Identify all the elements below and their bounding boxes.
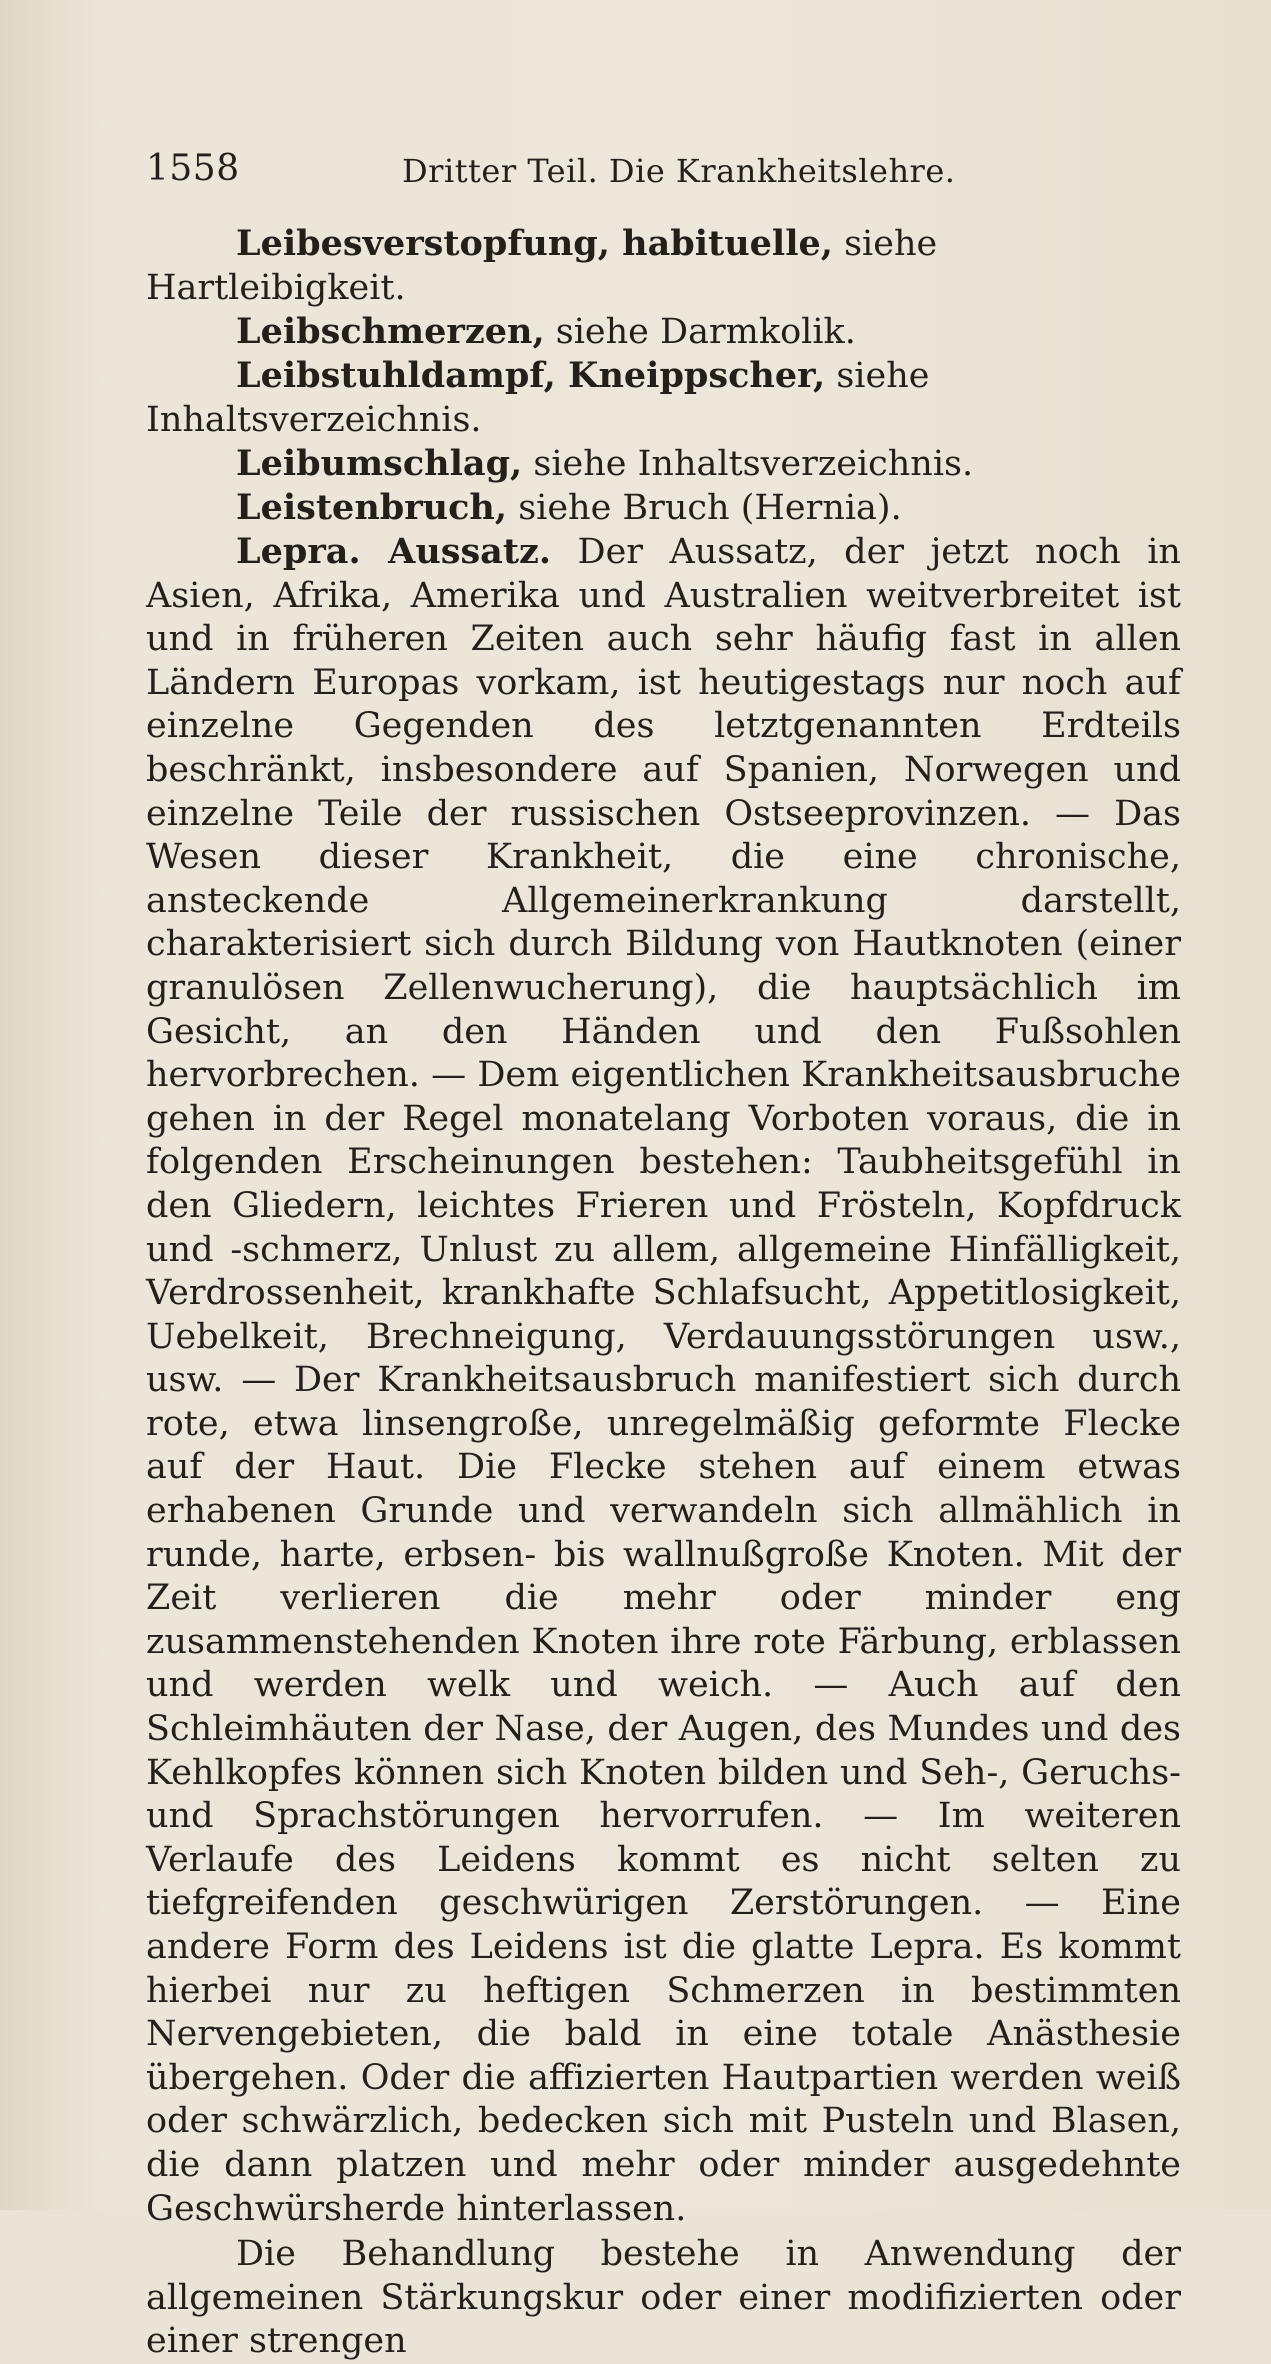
entry-headword: Lepra. Aussatz. [236,531,552,572]
entry-text: siehe Inhaltsverzeichnis. [522,444,974,484]
entry-leibesverstopfung [146,222,1181,310]
entry-text: siehe Bruch (Hernia). [507,488,902,528]
entry-text: siehe Darmkolik. [544,312,856,352]
running-title: Dritter Teil. Die Krankheitslehre. [402,152,956,190]
entry-body-text: Der Aussatz, der jetzt noch in Asien, Afrika, Amerika und Australien weitverbreitet ist und in früheren Zeiten auch sehr häufig fast in allen Ländern Europas vorkam, ist heutigestags nur noch auf einzelne Gegenden des letztgenannten Erdteils beschränkt, insbesondere auf Spanien, Norwegen und einzelne Teile der russischen Ostseeprovinzen. — Das Wesen dieser Krankheit, die eine chronische, ansteckende Allgemeinerkrankung darstellt, charakterisiert sich durch Bildung von Hautknoten (einer granulösen Zellenwucherung), die hauptsächlich im Gesicht, an den Händen und den Fußsohlen hervorbrechen. — Dem eigentlichen Krankheitsausbruche gehen in der Regel monatelang Vorboten voraus, die in folgenden Erscheinungen bestehen: Taubheitsgefühl in den Gliedern, leichtes Frieren und Frösteln, Kopfdruck und -schmerz, Unlust zu allem, allgemeine Hinfälligkeit, Verdrossenheit, krankhafte Schlafsucht, Appetitlosigkeit, Uebelkeit, Brechneigung, Verdauungsstörungen usw., usw. — Der Krankheitsausbruch manifestiert sich durch rote, etwa linsengroße, unregelmäßig geformte Flecke auf der Haut. Die Flecke stehen auf einem etwas erhabenen Grunde und verwandeln sich allmählich in runde, harte, erbsen- bis wallnußgroße Knoten. Mit der Zeit verlieren die mehr oder minder eng zusammenstehenden Knoten ihre rote Färbung, erblassen und werden welk und weich. — Auch auf den Schleimhäuten der Nase, der Augen, des Mundes und des Kehlkopfes können sich Knoten bilden und Seh-, Geruchs- und Sprachstörungen hervorrufen. — Im weiteren Verlaufe des Leidens kommt es nicht selten zu tiefgreifenden geschwürigen Zerstörungen. — Eine andere Form des Leidens ist die glatte Lepra. Es kommt hierbei nur zu heftigen Schmerzen in bestimmten Nervengebieten, die bald in eine totale Anästhesie übergehen. Oder die affizierten Hautpartien werden weiß oder schwärzlich, bedecken sich mit Pusteln und Blasen, die dann platzen und mehr oder minder ausgedehnte Geschwürsherde hinterlassen. [146,532,1181,2229]
entry-leistenbruch [146,486,1181,530]
entry-leibumschlag [146,442,1181,486]
entry-leibstuhldampf [146,354,1181,442]
entry-lepra [146,530,1181,2231]
entry-headword: Leibschmerzen, [236,311,545,352]
dictionary-entries [146,222,1181,2364]
page-number: 1558 [146,148,240,189]
entry-text: siehe Hartleibigkeit. [146,224,938,308]
treatment-paragraph: Die Behandlung bestehe in Anwendung der allgemeinen Stärkungskur oder einer modifizierten oder einer strengen [146,2234,1181,2362]
entry-headword: Leibumschlag, [236,443,523,484]
entry-headword: Leibesverstopfung, habituelle, [236,223,833,264]
entry-headword: Leistenbruch, [236,487,508,528]
entry-headword: Leibstuhldampf, Kneippscher, [236,355,826,396]
entry-leibschmerzen [146,310,1181,354]
entry-text: siehe Inhaltsverzeichnis. [146,356,930,440]
